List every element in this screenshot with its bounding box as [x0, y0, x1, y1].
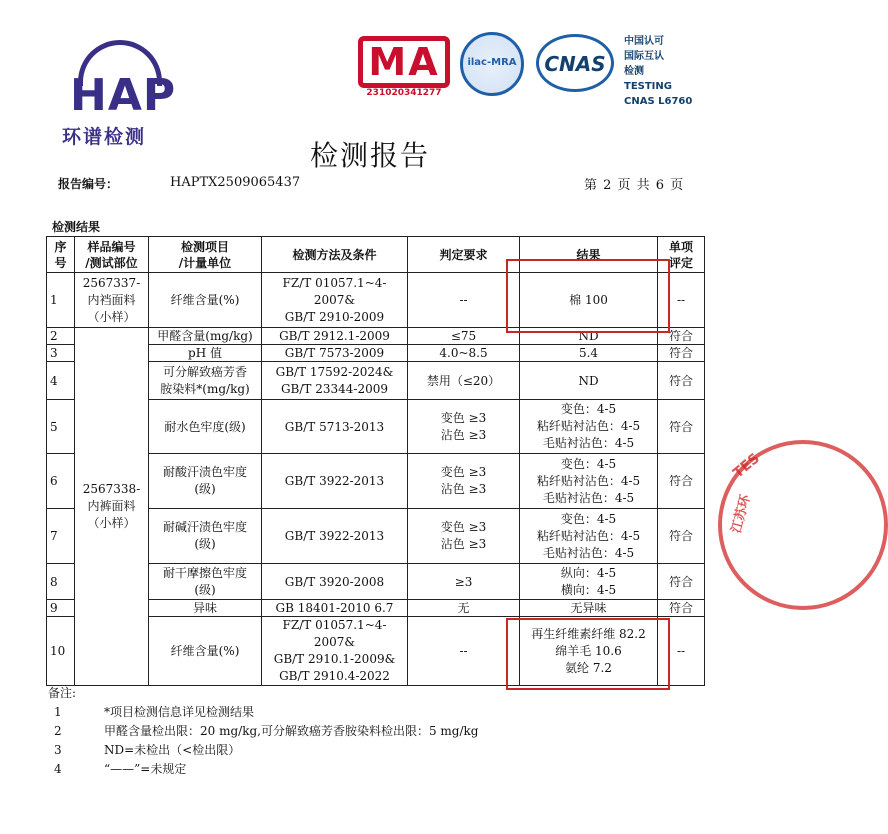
requirement: 变色 ≥3 沾色 ≥3	[408, 509, 520, 564]
note-text: 甲醛含量检出限：20 mg/kg,可分解致癌芳香胺染料检出限：5 mg/kg	[104, 724, 479, 738]
ilac-label: ilac-MRA	[467, 57, 517, 68]
requirement: --	[408, 617, 520, 686]
result: 纵向：4-5 横向：4-5	[520, 564, 658, 600]
test-item: 纤维含量(%)	[149, 617, 262, 686]
result: 变色：4-5 粘纤贴衬沾色：4-5 毛贴衬沾色：4-5	[520, 454, 658, 509]
logo-cn-text: 环谱检测	[62, 126, 147, 148]
highlight-box	[506, 618, 670, 690]
test-method: FZ/T 01057.1~4-2007& GB/T 2910.1-2009& GB/T 2910.4-2022	[262, 617, 408, 686]
note-number: 2	[54, 724, 62, 738]
company-seal: TES 江苏环	[718, 440, 888, 610]
section-title: 检测结果	[52, 220, 101, 234]
row-number: 9	[47, 600, 75, 617]
row-number: 7	[47, 509, 75, 564]
requirement: 变色 ≥3 沾色 ≥3	[408, 454, 520, 509]
note-number: 1	[54, 705, 62, 719]
cnas-line: TESTING	[624, 81, 672, 92]
result: 无异味	[520, 600, 658, 617]
row-number: 10	[47, 617, 75, 686]
cma-mark	[358, 36, 450, 100]
col-header-sample: 样品编号 /测试部位	[75, 237, 149, 273]
cnas-label: CNAS	[544, 52, 606, 76]
note-item	[48, 760, 187, 779]
verdict: --	[658, 617, 705, 686]
verdict: 符合	[658, 362, 705, 400]
requirement: ≥3	[408, 564, 520, 600]
sample-id: 2567337- 内裆面料 （小样）	[75, 273, 149, 328]
verdict: 符合	[658, 454, 705, 509]
report-number-label: 报告编号：	[58, 177, 119, 191]
result: ND	[520, 362, 658, 400]
notes-section	[48, 684, 479, 779]
note-item	[48, 703, 255, 722]
verdict: 符合	[658, 564, 705, 600]
result: 变色：4-5 粘纤贴衬沾色：4-5 毛贴衬沾色：4-5	[520, 400, 658, 454]
col-header-seq: 序 号	[47, 237, 75, 273]
note-text: *项目检测信息详见检测结果	[104, 705, 255, 719]
test-method: GB/T 5713-2013	[262, 400, 408, 454]
test-method: GB/T 3922-2013	[262, 509, 408, 564]
requirement: 变色 ≥3 沾色 ≥3	[408, 400, 520, 454]
requirement: 禁用（≤20）	[408, 362, 520, 400]
verdict: 符合	[658, 328, 705, 345]
row-number: 3	[47, 345, 75, 362]
test-method: GB/T 3922-2013	[262, 454, 408, 509]
row-number: 6	[47, 454, 75, 509]
test-item: 可分解致癌芳香 胺染料*(mg/kg)	[149, 362, 262, 400]
requirement: 无	[408, 600, 520, 617]
cnas-line: 国际互认	[624, 51, 664, 62]
verdict: 符合	[658, 345, 705, 362]
sample-id: 2567338- 内裤面料 （小样）	[75, 328, 149, 686]
verdict: 符合	[658, 600, 705, 617]
row-number: 2	[47, 328, 75, 345]
test-method: GB/T 7573-2009	[262, 345, 408, 362]
test-item: 耐水色牢度(级)	[149, 400, 262, 454]
cnas-line: CNAS L6760	[624, 96, 693, 107]
notes-label: 备注:	[48, 686, 77, 700]
test-item: 耐碱汗渍色牢度 (级)	[149, 509, 262, 564]
col-header-result: 结果	[520, 237, 658, 273]
result: 变色：4-5 粘纤贴衬沾色：4-5 毛贴衬沾色：4-5	[520, 509, 658, 564]
ilac-mra-mark	[460, 32, 524, 96]
cnas-line: 检测	[624, 66, 644, 77]
note-number: 4	[54, 762, 62, 776]
result: 棉 100	[520, 273, 658, 328]
test-method: GB/T 2912.1-2009	[262, 328, 408, 345]
test-item: 耐酸汗渍色牢度 (级)	[149, 454, 262, 509]
cnas-mark	[536, 34, 614, 92]
col-header-item: 检测项目 /计量单位	[149, 237, 262, 273]
test-item: 异味	[149, 600, 262, 617]
page-title: 检测报告	[309, 139, 430, 172]
cma-number: 231020341277	[366, 88, 442, 98]
note-text: ND=未检出（<检出限）	[104, 743, 241, 757]
test-method: GB/T 3920-2008	[262, 564, 408, 600]
page-indicator: 第 2 页 共 6 页	[584, 178, 685, 193]
cnas-line: 中国认可	[624, 36, 664, 47]
result: 5.4	[520, 345, 658, 362]
row-number: 4	[47, 362, 75, 400]
test-method: GB/T 17592-2024& GB/T 23344-2009	[262, 362, 408, 400]
col-header-requirement: 判定要求	[408, 237, 520, 273]
test-method: GB 18401-2010 6.7	[262, 600, 408, 617]
logo-text: HAP	[70, 70, 177, 121]
verdict: --	[658, 273, 705, 328]
test-item: 甲醛含量(mg/kg)	[149, 328, 262, 345]
col-header-method: 检测方法及条件	[262, 237, 408, 273]
test-item: 纤维含量(%)	[149, 273, 262, 328]
col-header-verdict: 单项 评定	[658, 237, 705, 273]
report-number: HAPTX2509065437	[170, 175, 301, 190]
test-method: FZ/T 01057.1~4-2007& GB/T 2910-2009	[262, 273, 408, 328]
verdict: 符合	[658, 400, 705, 454]
note-text: “——”=未规定	[104, 762, 187, 776]
verdict: 符合	[658, 509, 705, 564]
result: ND	[520, 328, 658, 345]
highlight-box	[506, 259, 670, 333]
test-item: pH 值	[149, 345, 262, 362]
row-number: 5	[47, 400, 75, 454]
test-item: 耐干摩擦色牢度 (级)	[149, 564, 262, 600]
result: 再生纤维素纤维 82.2 绵羊毛 10.6 氨纶 7.2	[520, 617, 658, 686]
requirement: 4.0~8.5	[408, 345, 520, 362]
row-number: 8	[47, 564, 75, 600]
note-item	[48, 722, 479, 741]
cma-label: MA	[358, 36, 450, 88]
requirement: ≤75	[408, 328, 520, 345]
requirement: --	[408, 273, 520, 328]
row-number: 1	[47, 273, 75, 328]
cnas-accreditation-text	[624, 34, 692, 109]
note-number: 3	[54, 743, 62, 757]
note-item	[48, 741, 241, 760]
